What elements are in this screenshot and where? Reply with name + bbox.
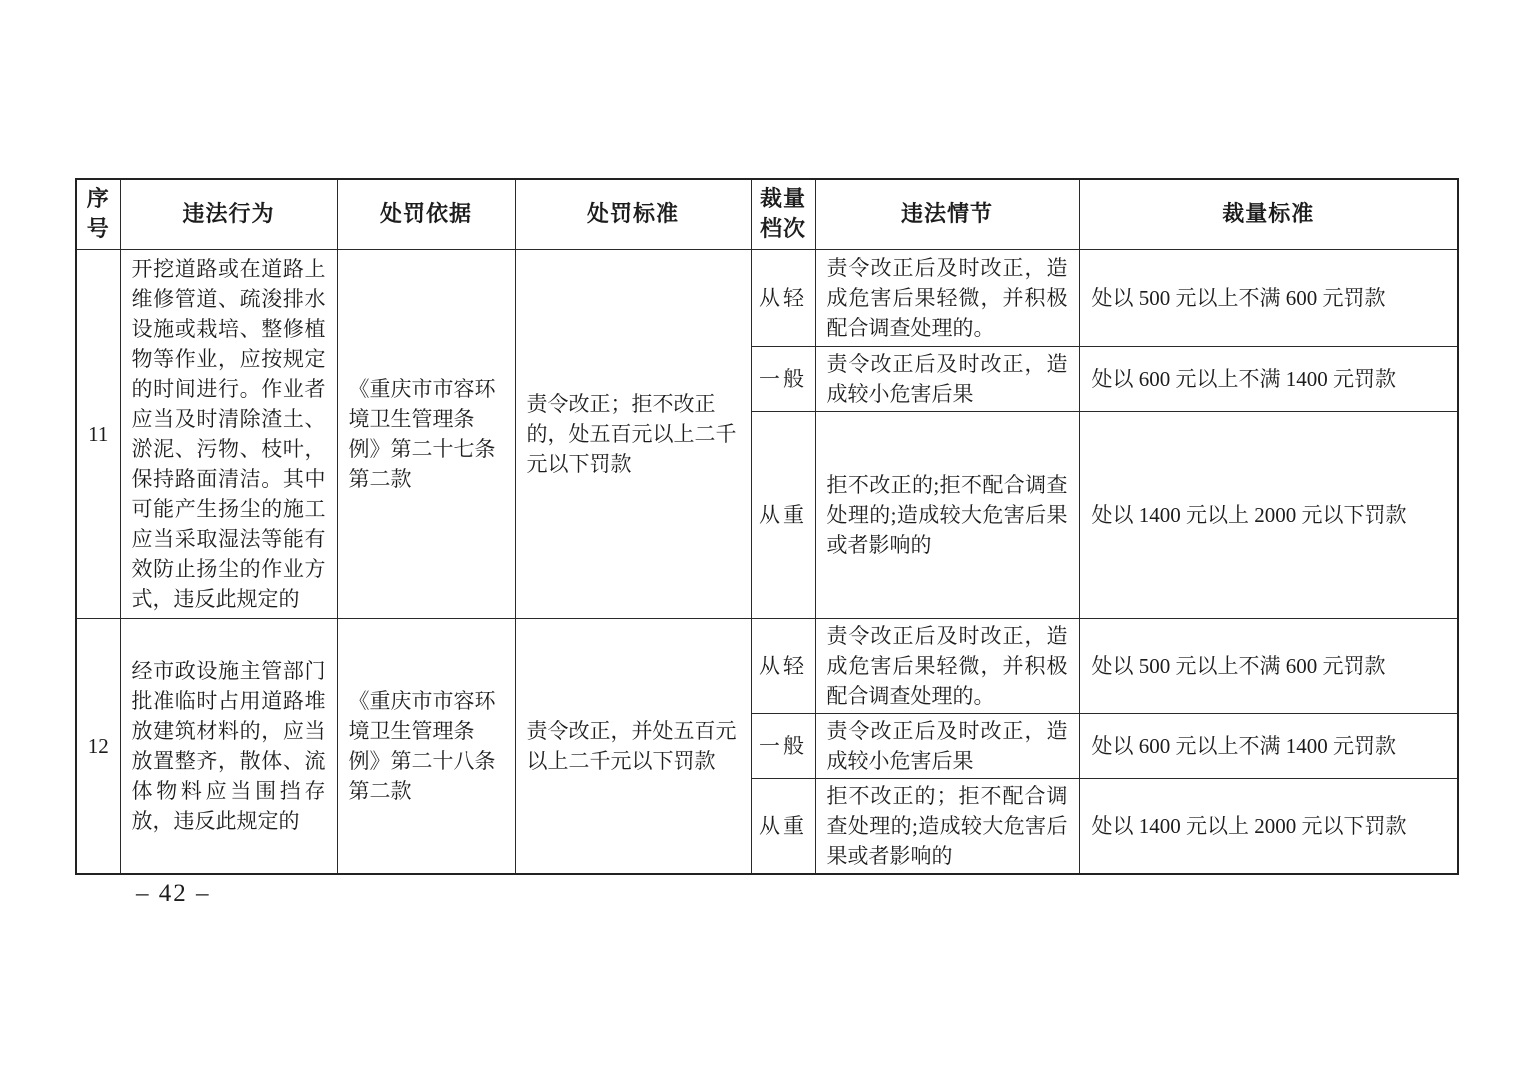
row-no: 12	[76, 618, 120, 874]
discretion-level-cell: 从重	[751, 411, 815, 618]
discretion-standard-cell: 处以 500 元以上不满 600 元罚款	[1079, 618, 1458, 713]
violation-circumstance-cell: 责令改正后及时改正，造成较小危害后果	[815, 346, 1079, 411]
discretion-level-cell: 从重	[751, 778, 815, 874]
discretion-standard-cell: 处以 500 元以上不满 600 元罚款	[1079, 249, 1458, 346]
penalty-standard-cell: 责令改正；拒不改正的，处五百元以上二千元以下罚款	[515, 249, 751, 618]
discretion-level-cell: 从轻	[751, 618, 815, 713]
violation-circumstance-cell: 责令改正后及时改正，造成较小危害后果	[815, 713, 1079, 778]
penalty-basis-cell: 《重庆市市容环境卫生管理条例》第二十七条第二款	[337, 249, 515, 618]
table-row	[76, 618, 1458, 713]
table-row	[76, 249, 1458, 346]
penalty-basis-cell: 《重庆市市容环境卫生管理条例》第二十八条第二款	[337, 618, 515, 874]
discretion-level-cell: 一般	[751, 713, 815, 778]
col-header-penalty-standard: 处罚标准	[515, 179, 751, 249]
col-header-violation-circumstance: 违法情节	[815, 179, 1079, 249]
page-number: – 42 –	[136, 880, 211, 907]
discretion-level-cell: 一般	[751, 346, 815, 411]
violation-circumstance-cell: 责令改正后及时改正，造成危害后果轻微，并积极配合调查处理的。	[815, 249, 1079, 346]
row-no: 11	[76, 249, 120, 618]
col-header-discretion-level: 裁量档次	[751, 179, 815, 249]
col-header-penalty-basis: 处罚依据	[337, 179, 515, 249]
discretion-level-cell: 从轻	[751, 249, 815, 346]
penalty-standard-cell: 责令改正，并处五百元以上二千元以下罚款	[515, 618, 751, 874]
discretion-standard-cell: 处以 1400 元以上 2000 元以下罚款	[1079, 411, 1458, 618]
violation-circumstance-cell: 拒不改正的;拒不配合调查处理的;造成较大危害后果或者影响的	[815, 411, 1079, 618]
table-header-row	[76, 179, 1458, 249]
violation-behavior-cell: 经市政设施主管部门批准临时占用道路堆放建筑材料的，应当放置整齐，散体、流体物料应当围挡存放，违反此规定的	[120, 618, 337, 874]
col-header-violation-behavior: 违法行为	[120, 179, 337, 249]
col-header-no: 序号	[76, 179, 120, 249]
discretion-standard-cell: 处以 600 元以上不满 1400 元罚款	[1079, 713, 1458, 778]
discretion-standards-table	[75, 178, 1459, 875]
violation-circumstance-cell: 拒不改正的；拒不配合调查处理的;造成较大危害后果或者影响的	[815, 778, 1079, 874]
col-header-discretion-standard: 裁量标准	[1079, 179, 1458, 249]
discretion-standard-cell: 处以 1400 元以上 2000 元以下罚款	[1079, 778, 1458, 874]
violation-circumstance-cell: 责令改正后及时改正，造成危害后果轻微，并积极配合调查处理的。	[815, 618, 1079, 713]
violation-behavior-cell: 开挖道路或在道路上维修管道、疏浚排水设施或栽培、整修植物等作业，应按规定的时间进行。作业者应当及时清除渣土、淤泥、污物、枝叶，保持路面清洁。其中可能产生扬尘的施工应当采取湿法等能有效防止扬尘的作业方式，违反此规定的	[120, 249, 337, 618]
discretion-standard-cell: 处以 600 元以上不满 1400 元罚款	[1079, 346, 1458, 411]
